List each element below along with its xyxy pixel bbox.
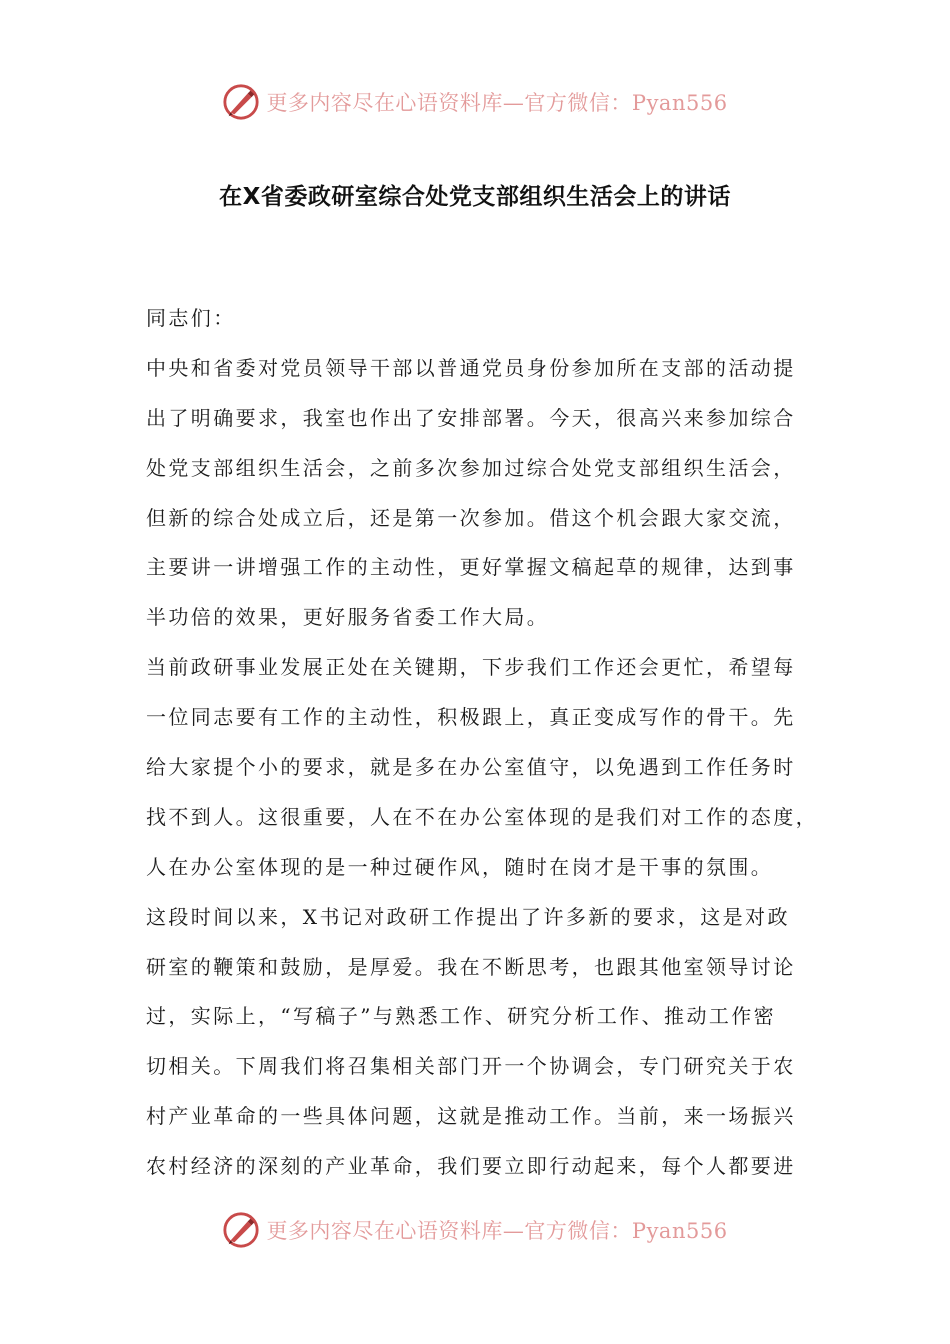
footer-watermark-text: 更多内容尽在心语资料库—官方微信：Pyan556 (266, 1219, 728, 1243)
header-watermark-text: 更多内容尽在心语资料库—官方微信：Pyan556 (266, 91, 728, 115)
header-watermark-banner (0, 80, 950, 124)
text-line: 给大家提个小的要求，就是多在办公室值守，以免遇到工作任务时 (146, 755, 796, 780)
text-line: 切相关。下周我们将召集相关部门开一个协调会，专门研究关于农 (146, 1054, 796, 1079)
text-line: 找不到人。这很重要，人在不在办公室体现的是我们对工作的态度， (146, 804, 818, 829)
text-line: 出了明确要求，我室也作出了安排部署。今天，很高兴来参加综合 (146, 405, 796, 430)
document-title: 在X省委政研室综合处党支部组织生活会上的讲话 (219, 184, 731, 210)
document-body (146, 294, 818, 1192)
text-line: 处党支部组织生活会，之前多次参加过综合处党支部组织生活会， (146, 455, 796, 480)
text-line: 同志们： (146, 306, 236, 330)
text-line: 中央和省委对党员领导干部以普通党员身份参加所在支部的活动提 (146, 355, 796, 380)
text-line: 但新的综合处成立后，还是第一次参加。借这个机会跟大家交流， (146, 505, 796, 530)
text-line: 主要讲一讲增强工作的主动性，更好掌握文稿起草的规律，达到事 (146, 555, 796, 580)
text-line: 研室的鞭策和鼓励，是厚爱。我在不断思考，也跟其他室领导讨论 (146, 954, 796, 979)
text-line: 这段时间以来，X书记对政研工作提出了许多新的要求，这是对政 (146, 904, 790, 929)
pen-seal-icon (222, 1211, 260, 1249)
pen-seal-icon (222, 83, 260, 121)
text-line: 村产业革命的一些具体问题，这就是推动工作。当前，来一场振兴 (146, 1104, 796, 1129)
text-line: 人在办公室体现的是一种过硬作风，随时在岗才是干事的氛围。 (146, 854, 774, 879)
footer-watermark-banner (0, 1208, 950, 1252)
text-line: 一位同志要有工作的主动性，积极跟上，真正变成写作的骨干。先 (146, 705, 796, 730)
text-line: 农村经济的深刻的产业革命，我们要立即行动起来，每个人都要进 (146, 1154, 796, 1179)
text-line: 半功倍的效果，更好服务省委工作大局。 (146, 605, 550, 630)
text-line: 当前政研事业发展正处在关键期，下步我们工作还会更忙，希望每 (146, 655, 796, 680)
text-line: 过，实际上，“写稿子”与熟悉工作、研究分析工作、推动工作密 (146, 1004, 777, 1029)
